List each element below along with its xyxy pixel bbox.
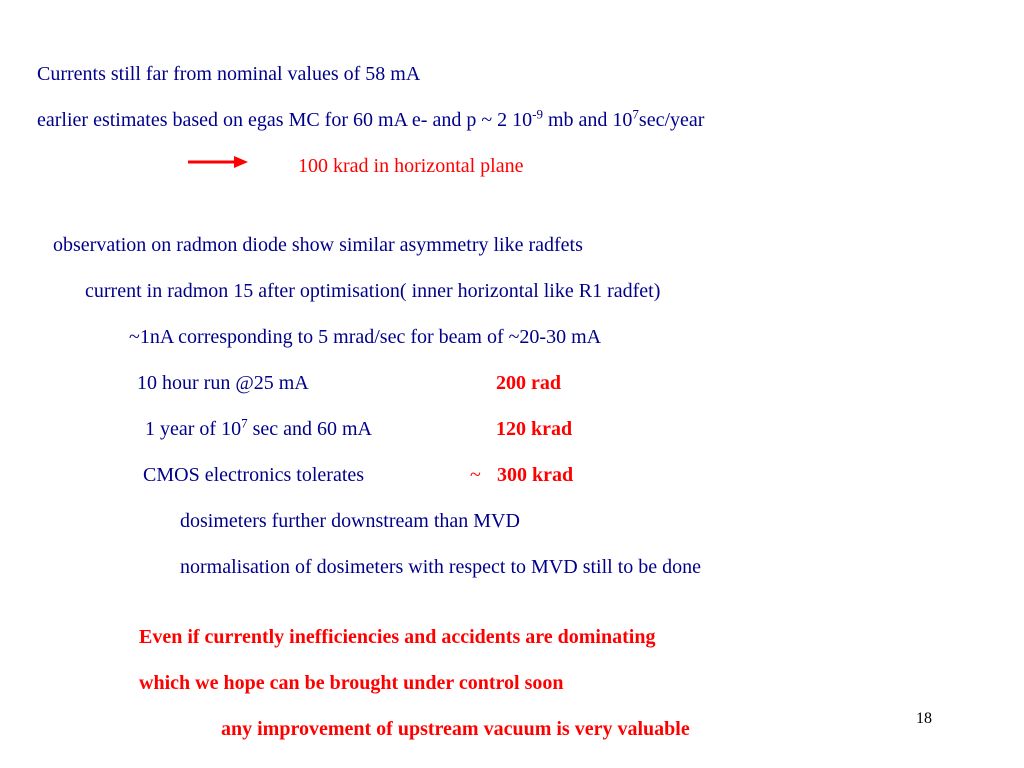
line-cmos-label: CMOS electronics tolerates bbox=[143, 464, 365, 486]
earlier-estimates-text-2: mb and 10 bbox=[542, 109, 633, 131]
conclusion-line-2: which we hope can be brought under control soon bbox=[139, 672, 564, 694]
line-normalisation: normalisation of dosimeters with respect to MVD still to be done bbox=[180, 556, 702, 578]
line-radmon-current: current in radmon 15 after optimisation( inner horizontal like R1 radfet) bbox=[85, 280, 661, 302]
one-year-text-2: sec and 60 mA bbox=[247, 418, 372, 440]
line-dosimeters-downstream: dosimeters further downstream than MVD bbox=[180, 510, 520, 532]
right-arrow-icon bbox=[186, 152, 250, 172]
line-1na-corresponding: ~1nA corresponding to 5 mrad/sec for beam of ~20-30 mA bbox=[129, 326, 602, 348]
line-1-year-value: 120 krad bbox=[496, 418, 573, 440]
line-100-krad: 100 krad in horizontal plane bbox=[298, 155, 524, 177]
line-1-year-label bbox=[145, 417, 372, 441]
line-10-hour-run-value: 200 rad bbox=[496, 372, 561, 394]
line-cmos-tilde: ~ bbox=[470, 464, 481, 486]
exponent-seven: 7 bbox=[632, 106, 639, 122]
line-10-hour-run-label: 10 hour run @25 mA bbox=[137, 372, 309, 394]
exponent-minus-nine: -9 bbox=[532, 106, 543, 122]
line-radmon-observation: observation on radmon diode show similar asymmetry like radfets bbox=[53, 234, 583, 256]
line-earlier-estimates bbox=[37, 108, 704, 132]
line-cmos-value: 300 krad bbox=[497, 464, 574, 486]
conclusion-line-3: any improvement of upstream vacuum is very valuable bbox=[221, 718, 690, 740]
earlier-estimates-text-3: sec/year bbox=[638, 109, 705, 131]
page-number: 18 bbox=[916, 710, 932, 727]
line-currents-nominal: Currents still far from nominal values of 58 mA bbox=[37, 63, 421, 85]
exponent-seven: 7 bbox=[241, 415, 248, 431]
one-year-text: 1 year of 10 bbox=[145, 418, 242, 440]
earlier-estimates-text: earlier estimates based on egas MC for 60 mA e- and p ~ 2 10 bbox=[37, 109, 533, 131]
conclusion-line-1: Even if currently inefficiencies and accidents are dominating bbox=[139, 626, 656, 648]
